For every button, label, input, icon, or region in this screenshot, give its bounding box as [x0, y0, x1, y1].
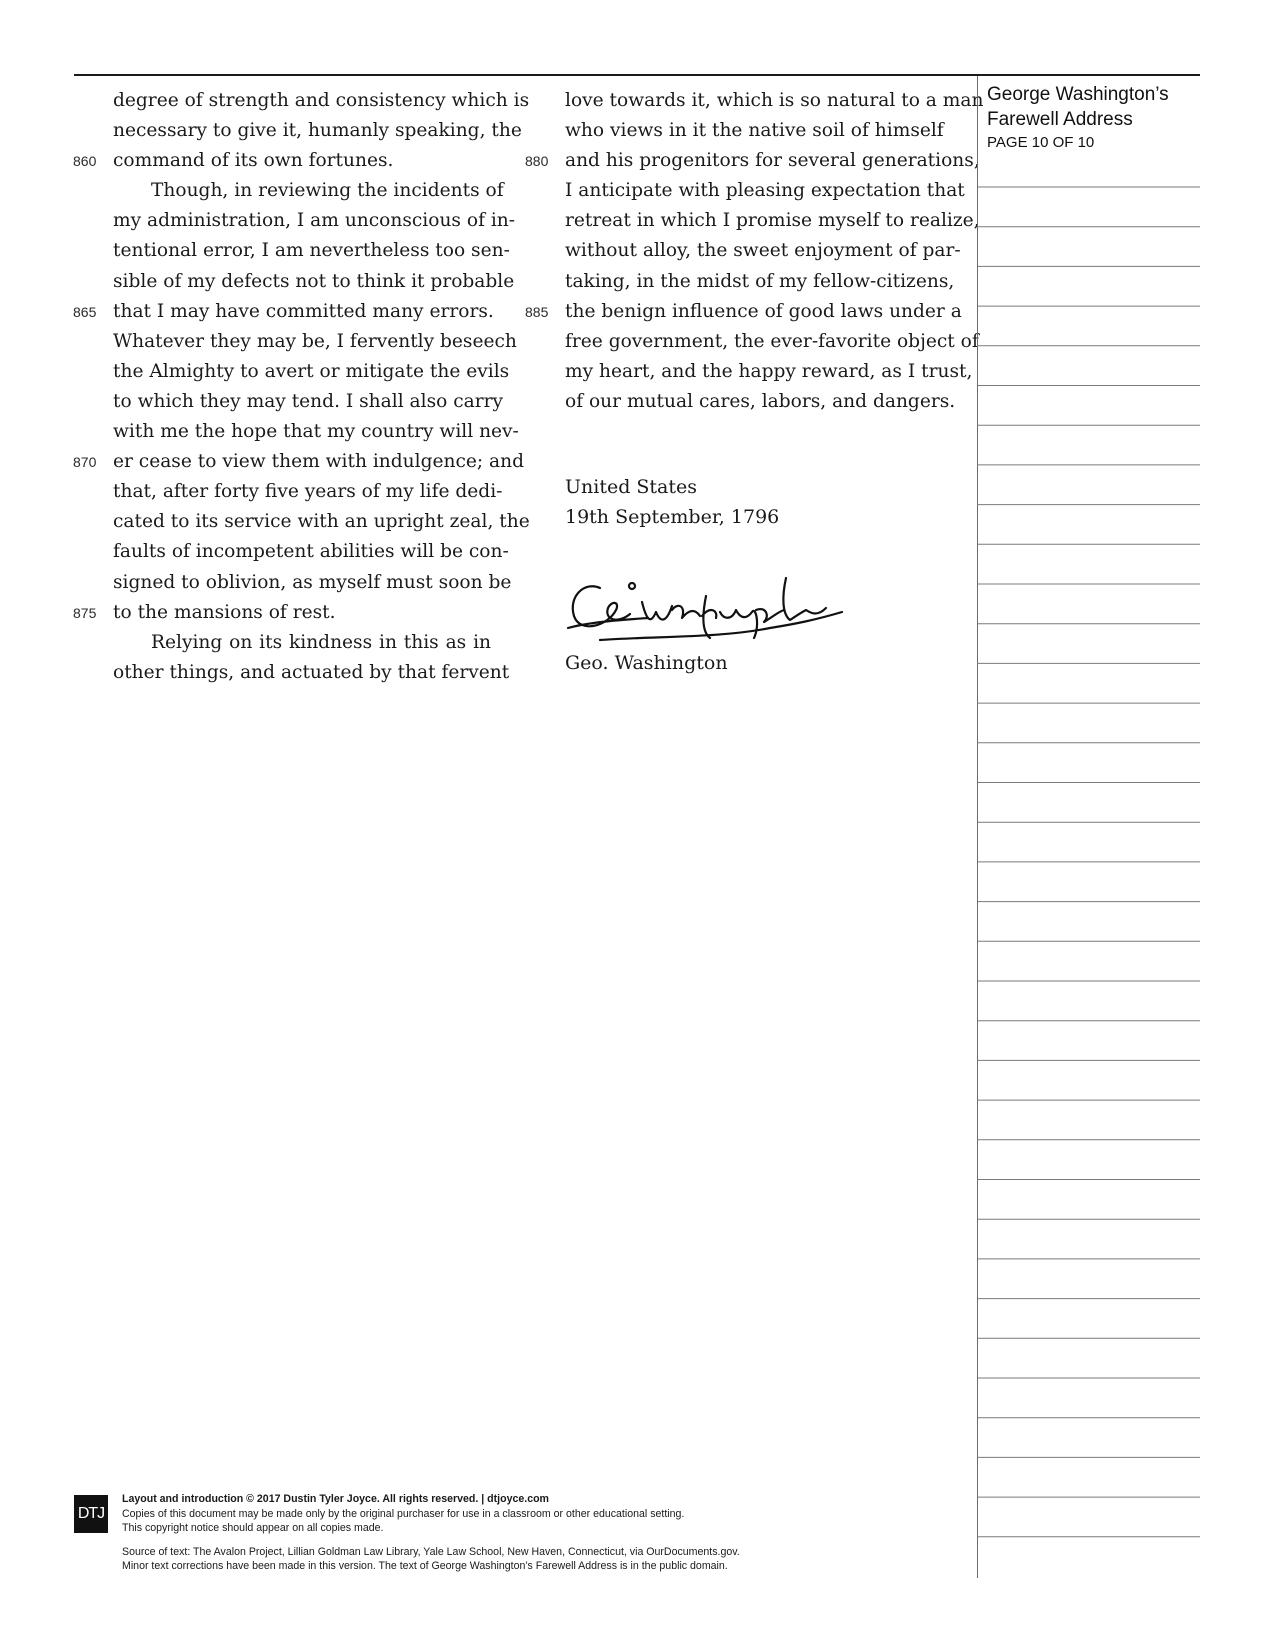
- dtj-logo: DTJ: [74, 1495, 108, 1533]
- right-text-column: [525, 86, 984, 417]
- document-title: George Washington’s Farewell Address: [987, 84, 1169, 130]
- corrections-note: Minor text corrections have been made in this version. The text of George Washington’s Farewell Address is in the public domain.: [122, 1560, 728, 1572]
- text-line: cated to its service with an upright zeal, the: [113, 511, 530, 533]
- text-line: necessary to give it, humanly speaking, the: [113, 120, 522, 142]
- text-line: tentional error, I am nevertheless too sen-: [113, 240, 510, 262]
- line-number: 880: [525, 153, 549, 170]
- line-number: 885: [525, 303, 549, 320]
- text-line: 885 the benign influence of good laws under a: [565, 297, 940, 327]
- text-line: of our mutual cares, labors, and dangers.: [565, 390, 956, 412]
- text-line: 870 er cease to view them with indulgence; and: [113, 447, 491, 477]
- signed-name: Geo. Washington: [565, 652, 728, 674]
- note-lines: [977, 76, 1200, 1578]
- source-note: Source of text: The Avalon Project, Lillian Goldman Law Library, Yale Law School, New Haven, Connecticut, via OurDocuments.gov.: [122, 1545, 740, 1558]
- text-line: the Almighty to avert or mitigate the evils: [113, 360, 510, 382]
- line-number: 870: [73, 454, 97, 471]
- text-line: without alloy, the sweet enjoyment of par-: [565, 240, 961, 262]
- closing-date: 19th September, 1796: [565, 506, 780, 528]
- text-line: Relying on its kindness in this as in: [151, 631, 491, 653]
- text-line: 860 command of its own fortunes.: [113, 146, 491, 176]
- text-line: 880 and his progenitors for several generations,: [565, 146, 940, 176]
- svg-text:G. Washington: G. Washington: [560, 566, 568, 567]
- text-line: to which they may tend. I shall also carry: [113, 390, 504, 412]
- page-indicator: PAGE 10 OF 10: [987, 134, 1095, 151]
- text-line: other things, and actuated by that fervent: [113, 661, 510, 683]
- text-line: I anticipate with pleasing expectation that: [565, 180, 965, 202]
- text-line: taking, in the midst of my fellow-citizens,: [565, 270, 955, 292]
- text-line: free government, the ever-favorite object of: [565, 330, 979, 352]
- text-line: retreat in which I promise myself to realize,: [565, 210, 980, 232]
- text-line: that, after forty five years of my life dedi-: [113, 481, 503, 503]
- text-line: Though, in reviewing the incidents of: [151, 180, 504, 202]
- text-line: love towards it, which is so natural to a man: [565, 90, 984, 111]
- footer-text: [122, 1492, 842, 1574]
- text-line: degree of strength and consistency which is: [113, 90, 530, 111]
- copyright-notice: This copyright notice should appear on all copies made.: [122, 1522, 384, 1534]
- text-line: Whatever they may be, I fervently beseech: [113, 330, 517, 352]
- text-line: with me the hope that my country will nev-: [113, 421, 519, 443]
- text-line: my administration, I am unconscious of in-: [113, 210, 516, 232]
- copies-notice: Copies of this document may be made only by the original purchaser for use in a classroom or other educational setting.: [122, 1507, 685, 1520]
- text-line: who views in it the native soil of himself: [565, 120, 944, 142]
- text-line: faults of incompetent abilities will be con-: [113, 541, 509, 563]
- left-text-column: [73, 86, 530, 688]
- copyright-line: Layout and introduction © 2017 Dustin Tyler Joyce. All rights reserved. | dtjoyce.com: [122, 1493, 549, 1505]
- line-number: 860: [73, 153, 97, 170]
- text-line: signed to oblivion, as myself must soon be: [113, 571, 512, 593]
- text-line: 865 that I may have committed many errors.: [113, 297, 491, 327]
- closing-place: United States: [565, 476, 698, 498]
- notes-sidebar: [977, 76, 1200, 1578]
- text-line: 875 to the mansions of rest.: [113, 598, 491, 628]
- line-number: 875: [73, 604, 97, 621]
- text-line: sible of my defects not to think it probable: [113, 270, 515, 292]
- line-number: 865: [73, 303, 97, 320]
- text-line: my heart, and the happy reward, as I trust,: [565, 360, 973, 382]
- signature-image: [560, 566, 850, 646]
